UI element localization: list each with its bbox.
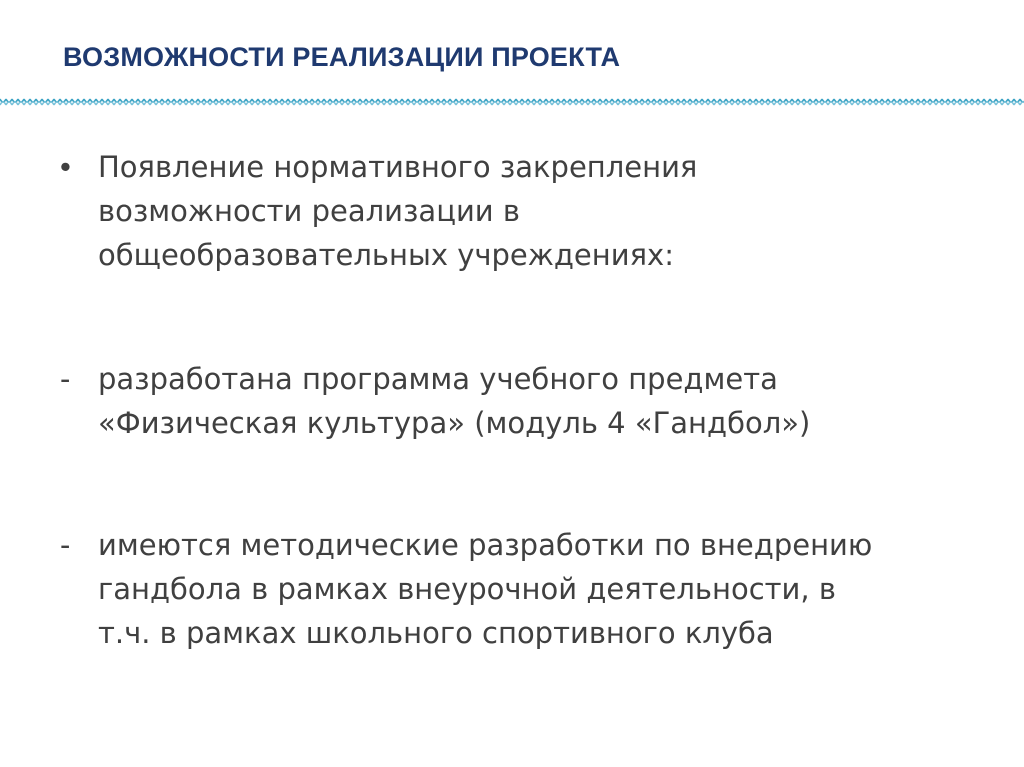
text-line: т.ч. в рамках школьного спортивного клуба: [98, 616, 774, 650]
list-item-text: [98, 357, 978, 445]
text-line: имеются методические разработки по внедрению: [98, 528, 873, 562]
dash-marker: -: [60, 527, 71, 562]
dash-marker: -: [60, 361, 71, 396]
text-line: Появление нормативного закрепления: [98, 150, 698, 184]
text-line: гандбола в рамках внеурочной деятельности, в: [98, 572, 836, 606]
list-item-text: [98, 145, 978, 277]
bullet-marker: •: [60, 149, 71, 184]
list-item-text: [98, 523, 978, 655]
title-divider: [0, 96, 1024, 108]
text-line: разработана программа учебного предмета: [98, 362, 778, 396]
slide-title: ВОЗМОЖНОСТИ РЕАЛИЗАЦИИ ПРОЕКТА: [63, 42, 621, 72]
text-line: «Физическая культура» (модуль 4 «Гандбол»): [98, 406, 811, 440]
text-line: общеобразовательных учреждениях:: [98, 238, 674, 272]
text-line: возможности реализации в: [98, 194, 520, 228]
